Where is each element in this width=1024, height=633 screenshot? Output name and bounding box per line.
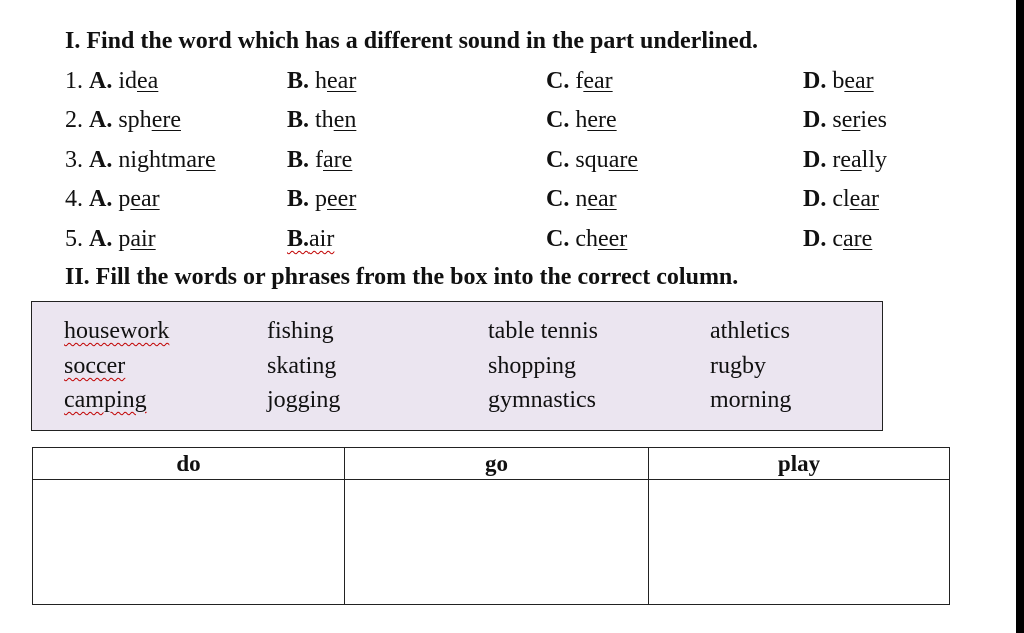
option-b [287,146,352,174]
option-letter: A. [89,68,113,94]
option-b [287,225,334,253]
underlined-part: ear [844,68,874,94]
answer-cell-do[interactable] [33,480,345,605]
word-part: p [118,226,131,252]
option-letter: A. [89,107,113,133]
option-letter: A. [89,226,113,252]
answer-table-header [33,448,950,480]
option-letter: B. [287,147,310,173]
word-part: ies [860,107,888,133]
word-part: lly [861,147,887,173]
underlined-part: ea [840,147,862,173]
option-c [546,225,627,253]
option-c [546,146,638,174]
box-word: skating [267,353,337,379]
underlined-part: ea [137,68,159,94]
option-d [803,106,887,134]
box-word: morning [710,387,792,413]
box-word: table tennis [488,318,598,344]
column-header-go: go [345,448,649,480]
section-1-heading: I. Find the word which has a different sound in the part underlined. [65,28,758,54]
option-c [546,185,617,213]
question-number: 3. [65,147,83,173]
column-header-do: do [33,448,345,480]
answer-table-row [33,480,950,605]
question-row [0,106,1016,136]
answer-cell-play[interactable] [649,480,950,605]
option-a [65,185,160,213]
option-d [803,67,874,95]
underlined-part: ear [130,186,160,212]
box-word: soccer [64,353,126,379]
option-letter: D. [803,226,827,252]
question-number: 5. [65,226,83,252]
option-letter: D. [803,186,827,212]
question-row [0,225,1016,255]
option-a [65,106,181,134]
box-word: camping [64,387,147,413]
word-part: ch [575,226,598,252]
word-part: f [315,147,324,173]
option-a [65,67,158,95]
word-part: squ [575,147,609,173]
word-part: air [309,226,335,252]
option-letter: B. [287,107,310,133]
box-word: housework [64,318,170,344]
question-row [0,185,1016,215]
option-letter: D. [803,107,827,133]
underlined-part: ear [849,186,879,212]
box-word: shopping [488,353,577,379]
underlined-part: en [333,107,357,133]
underlined-part: are [323,147,353,173]
option-letter: C. [546,147,570,173]
option-b [287,185,356,213]
section-2-heading: II. Fill the words or phrases from the box into the correct column. [65,264,739,290]
question-number: 4. [65,186,83,212]
underlined-part: are [186,147,216,173]
option-c [546,67,613,95]
option-letter: B. [287,186,310,212]
underlined-part: eer [327,186,357,212]
word-part: sph [118,107,152,133]
underlined-part: er [841,107,861,133]
word-part: s [832,107,842,133]
box-word: fishing [267,318,334,344]
word-part: th [315,107,334,133]
word-box [31,301,883,431]
option-letter: C. [546,226,570,252]
option-letter: C. [546,107,570,133]
word-part: p [315,186,328,212]
word-part: c [832,226,843,252]
option-letter: D. [803,68,827,94]
option-c [546,106,617,134]
box-word: athletics [710,318,790,344]
question-number: 1. [65,68,83,94]
box-word: gymnastics [488,387,596,413]
word-part: b [832,68,845,94]
option-letter: A. [89,186,113,212]
word-part: cl [832,186,850,212]
word-part: r [832,147,841,173]
question-row [0,67,1016,97]
option-d [803,146,887,174]
option-letter: B. [287,226,310,252]
word-part: id [118,68,138,94]
underlined-part: ear [583,68,613,94]
word-part: h [315,68,328,94]
option-letter: B. [287,68,310,94]
option-d [803,185,879,213]
question-number: 2. [65,107,83,133]
option-letter: D. [803,147,827,173]
option-a [65,146,216,174]
underlined-part: are [843,226,873,252]
option-a [65,225,156,253]
underlined-part: ere [587,107,617,133]
word-part: n [575,186,588,212]
word-part: h [575,107,588,133]
answer-table [32,447,950,605]
option-b [287,106,356,134]
underlined-part: are [608,147,638,173]
word-part: nightm [118,147,187,173]
option-b [287,67,356,95]
column-header-play: play [649,448,950,480]
answer-cell-go[interactable] [345,480,649,605]
option-letter: C. [546,68,570,94]
underlined-part: air [130,226,156,252]
option-letter: C. [546,186,570,212]
option-d [803,225,872,253]
underlined-part: eer [598,226,628,252]
option-letter: A. [89,147,113,173]
underlined-part: ear [327,68,357,94]
underlined-part: ear [587,186,617,212]
word-part: p [118,186,131,212]
word-part: f [575,68,584,94]
underlined-part: ere [151,107,181,133]
question-row [0,146,1016,176]
box-word: jogging [267,387,341,413]
box-word: rugby [710,353,766,379]
